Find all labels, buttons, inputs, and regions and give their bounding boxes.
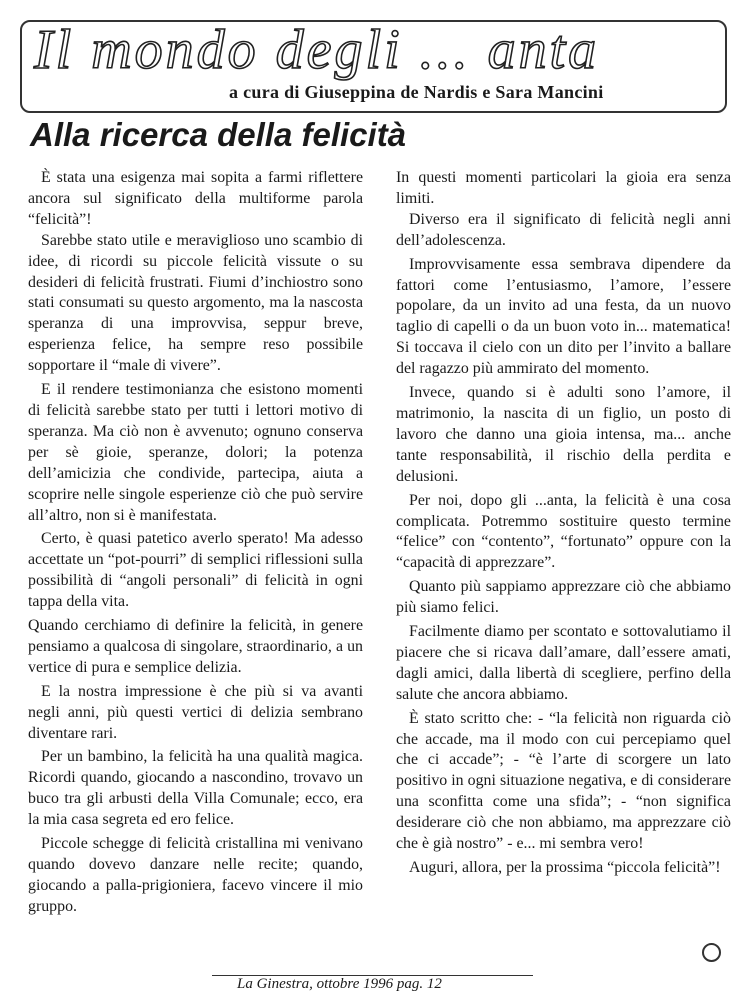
paragraph: Improvvisamente essa sembrava dipendere da fattori come l’entusiasmo, l’amore, l’essere popolare, da un invito ad una festa, da un nuovo taglio di capelli o da un buon voto in... matematica! Si toccava il cielo con un dito per l’invito a ballare del ragazzo più ammirato del momento. [396, 255, 731, 378]
paragraph: Certo, è quasi patetico averlo sperato! Ma adesso accettate un “pot-pourri” di semplici riflessioni sulla possibilità di “angoli personali” di felicità in ogni tappa della vita. [28, 530, 363, 611]
paragraph: Auguri, allora, per la prossima “piccola felicità”! [409, 859, 721, 876]
paragraph: È stata una esigenza mai sopita a farmi riflettere ancora sul significato della multiforme parola “felicità”! [28, 169, 363, 228]
paragraph: Quando cerchiamo di definire la felicità, in genere pensiamo a qualcosa di singolare, straordinario, a un vertice di pura e semplice delizia. [28, 617, 363, 676]
paragraph: Per un bambino, la felicità ha una qualità magica. Ricordi quando, giocando a nascondino, trovavo un buco tra gli arbusti della Villa Comunale; ecco, era la mia casa segreta ed ero felice. [28, 748, 363, 829]
paragraph: Sarebbe stato utile e meraviglioso uno scambio di idee, di ricordi su piccole felicità vissute o su desideri di felicità frustrati. Fiumi d’inchiostro sono stati consumati su questo argomento, ma la nascosta speranza di una improvvisa, seppur breve, esperienza felice, ha sempre reso possibile sopportare il “male di vivere”. [28, 231, 363, 375]
paragraph: In questi momenti particolari la gioia era senza limiti. [396, 169, 731, 207]
paragraph: E il rendere testimonianza che esistono momenti di felicità sarebbe stato per tutti i lettori motivo di speranza. Ma ciò non è avvenuto; ognuno conserva per sè gioie, speranze, dolori; la potenza dell’amicizia che condivide, partecipa, aiuta a scoprire nelle singole esperienze ciò che può servire all’altro, non si è manifestata. [28, 381, 363, 524]
paragraph: Invece, quando si è adulti sono l’amore, il matrimonio, la nascita di un figlio, un posto di lavoro che danno una gioia intensa, ma... anche tante responsabilità, il rischio della perdita e delusioni. [396, 384, 731, 485]
article-column-left [28, 168, 363, 921]
column-title: Il mondo degli ... anta [34, 19, 600, 81]
paragraph: E la nostra impressione è che più si va avanti negli anni, più questi vertici di delizia sembrano diventare rari. [28, 682, 363, 742]
column-editors: a cura di Giuseppina de Nardis e Sara Mancini [229, 82, 604, 102]
paragraph: Per noi, dopo gli ...anta, la felicità è una cosa complicata. Potremmo sostituire questo termine “felice” con “contento”, “fortunato” oppure con la “capacità di apprezzare”. [396, 491, 731, 572]
article-title: Alla ricerca della felicità [30, 116, 407, 153]
paragraph: È stato scritto che: - “la felicità non riguarda ciò che accade, ma il modo con cui percepiamo quel che ci accade”; - “è l’arte di scorgere un lato positivo in ogni situazione negativa, e di considerare una sconfitta come una sfida”; - “non significa desiderare ciò che non abbiamo, ma apprezzare ciò che è già nostro” - e... mi sembra vero! [396, 709, 731, 853]
paragraph: Diverso era il significato di felicità negli anni dell’adolescenza. [396, 210, 731, 249]
paragraph: Facilmente diamo per scontato e sottovalutiamo il piacere che si ricava dall’amare, dall’essere amati, dagli amici, dalla libertà di scegliere, perfino della salute che ancora abbiamo. [396, 623, 731, 703]
page-footer: La Ginestra, ottobre 1996 pag. 12 [237, 976, 442, 992]
paragraph: Piccole schegge di felicità cristallina mi venivano quando dovevo danzare nelle recite; quando, giocando a palla-prigioniera, facevo vincere il mio gruppo. [28, 835, 363, 915]
paragraph: Quanto più sappiamo apprezzare ciò che abbiamo più siamo felici. [396, 578, 731, 617]
article-column-right [396, 168, 731, 882]
page-ornament-circle [702, 943, 721, 962]
